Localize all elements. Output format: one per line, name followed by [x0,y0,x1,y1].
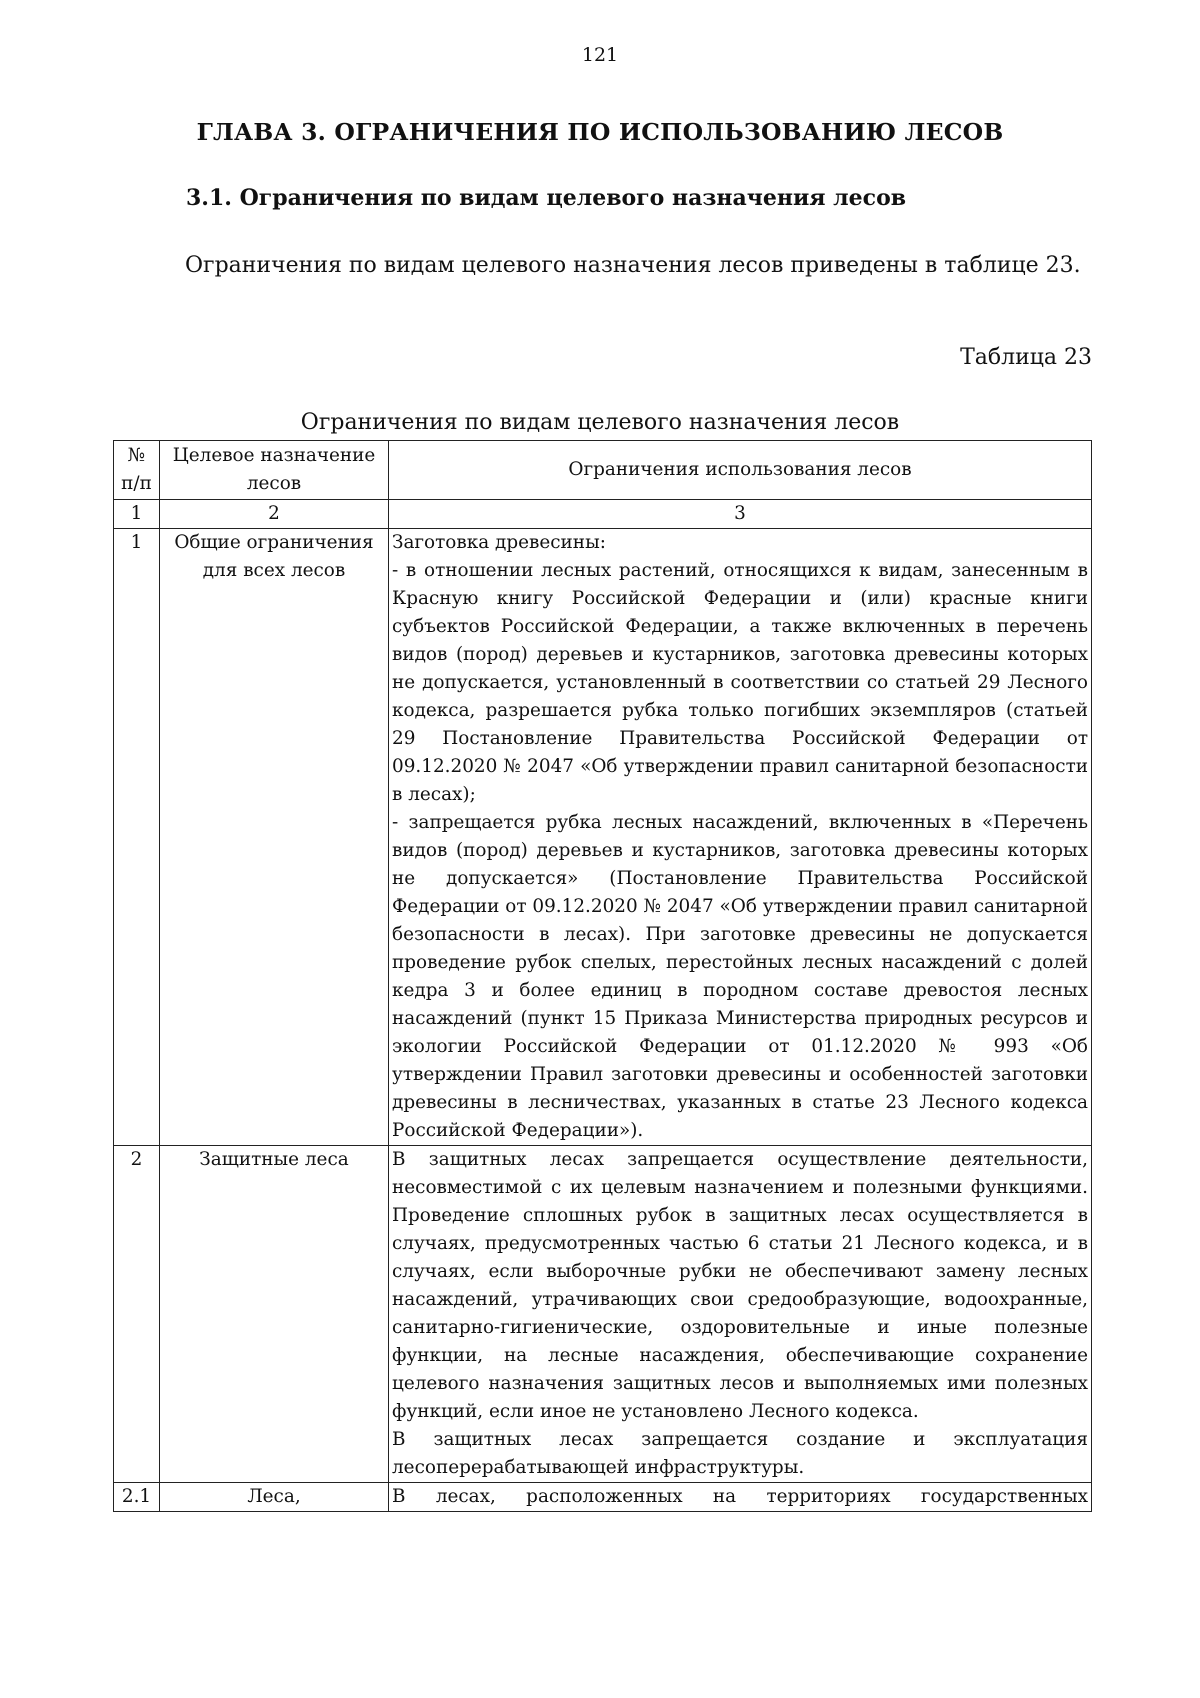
row-num: 2 [114,1146,160,1483]
row-restrictions [389,529,1092,1146]
restriction-paragraph: В защитных лесах запрещается осуществление деятельности, несовместимой с их целевым назначением и полезными функциями. Проведение сплошных рубок в защитных лесах осуществляется в случаях, предусмотренных частью 6 статьи 21 Лесного кодекса, и в случаях, если выборочные рубки не обеспечивают замену лесных насаждений, утрачивающих свои средообразующие, водоохранные, санитарно-гигиенические, оздоровительные и иные полезные функции, на лесные насаждения, обеспечивающие сохранение целевого назначения защитных лесов и выполняемых ими полезных функций, если иное не установлено Лесного кодекса. [392,1149,1088,1422]
table-row [114,1146,1092,1483]
page-number: 121 [581,44,619,66]
header-num: № п/п [114,441,160,500]
column-number: 2 [160,500,389,529]
table-row [114,529,1092,1146]
column-number: 1 [114,500,160,529]
header-purpose: Целевое назначение лесов [160,441,389,500]
chapter-title: ГЛАВА 3. ОГРАНИЧЕНИЯ ПО ИСПОЛЬЗОВАНИЮ ЛЕСОВ [196,118,1004,146]
table-caption: Ограничения по видам целевого назначения лесов [300,410,900,435]
table-label: Таблица 23 [960,345,1092,370]
intro-paragraph: Ограничения по видам целевого назначения лесов приведены в таблице 23. [185,253,1081,278]
row-restrictions [389,1483,1092,1512]
row-num: 2.1 [114,1483,160,1512]
restrictions-table [113,440,1092,1512]
column-number: 3 [389,500,1092,529]
restriction-paragraph: - запрещается рубка лесных насаждений, включенных в «Перечень видов (пород) деревьев и кустарников, заготовка древесины которых не допускается» (Постановление Правительства Российской Федерации от 09.12.2020 № 2047 «Об утверждении правил санитарной безопасности в лесах). При заготовке древесины не допускается проведение рубок спелых, перестойных лесных насаждений с долей кедра 3 и более единиц в породном составе древостоя лесных насаждений (пункт 15 Приказа Министерства природных ресурсов и экологии Российской Федерации от 01.12.2020 № 993 «Об утверждении Правил заготовки древесины и особенностей заготовки древесины в лесничествах, указанных в статье 23 Лесного кодекса Российской Федерации»). [392,812,1088,1141]
row-restrictions [389,1146,1092,1483]
section-title: 3.1. Ограничения по видам целевого назначения лесов [186,185,907,211]
row-purpose: Защитные леса [160,1146,389,1483]
restriction-paragraph: Заготовка древесины: [392,532,606,553]
table-header-row [114,441,1092,500]
restriction-paragraph: В защитных лесах запрещается создание и эксплуатация лесоперерабатывающей инфраструктуры. [392,1429,1088,1478]
row-purpose: Общие ограничения для всех лесов [160,529,389,1146]
header-restrictions: Ограничения использования лесов [389,441,1092,500]
column-number-row [114,500,1092,529]
restriction-paragraph: - в отношении лесных растений, относящихся к видам, занесенным в Красную книгу Российской Федерации и (или) красные книги субъектов Российской Федерации, а также включенных в перечень видов (пород) деревьев и кустарников, заготовка древесины которых не допускается, установленный в соответствии со статьей 29 Лесного кодекса, разрешается рубка только погибших экземпляров (статьей 29 Постановление Правительства Российской Федерации от 09.12.2020 № 2047 «Об утверждении правил санитарной безопасности в лесах); [392,560,1088,805]
row-purpose: Леса, [160,1483,389,1512]
restriction-paragraph: В лесах, расположенных на территориях государственных [392,1486,1088,1507]
row-num: 1 [114,529,160,1146]
table-row [114,1483,1092,1512]
